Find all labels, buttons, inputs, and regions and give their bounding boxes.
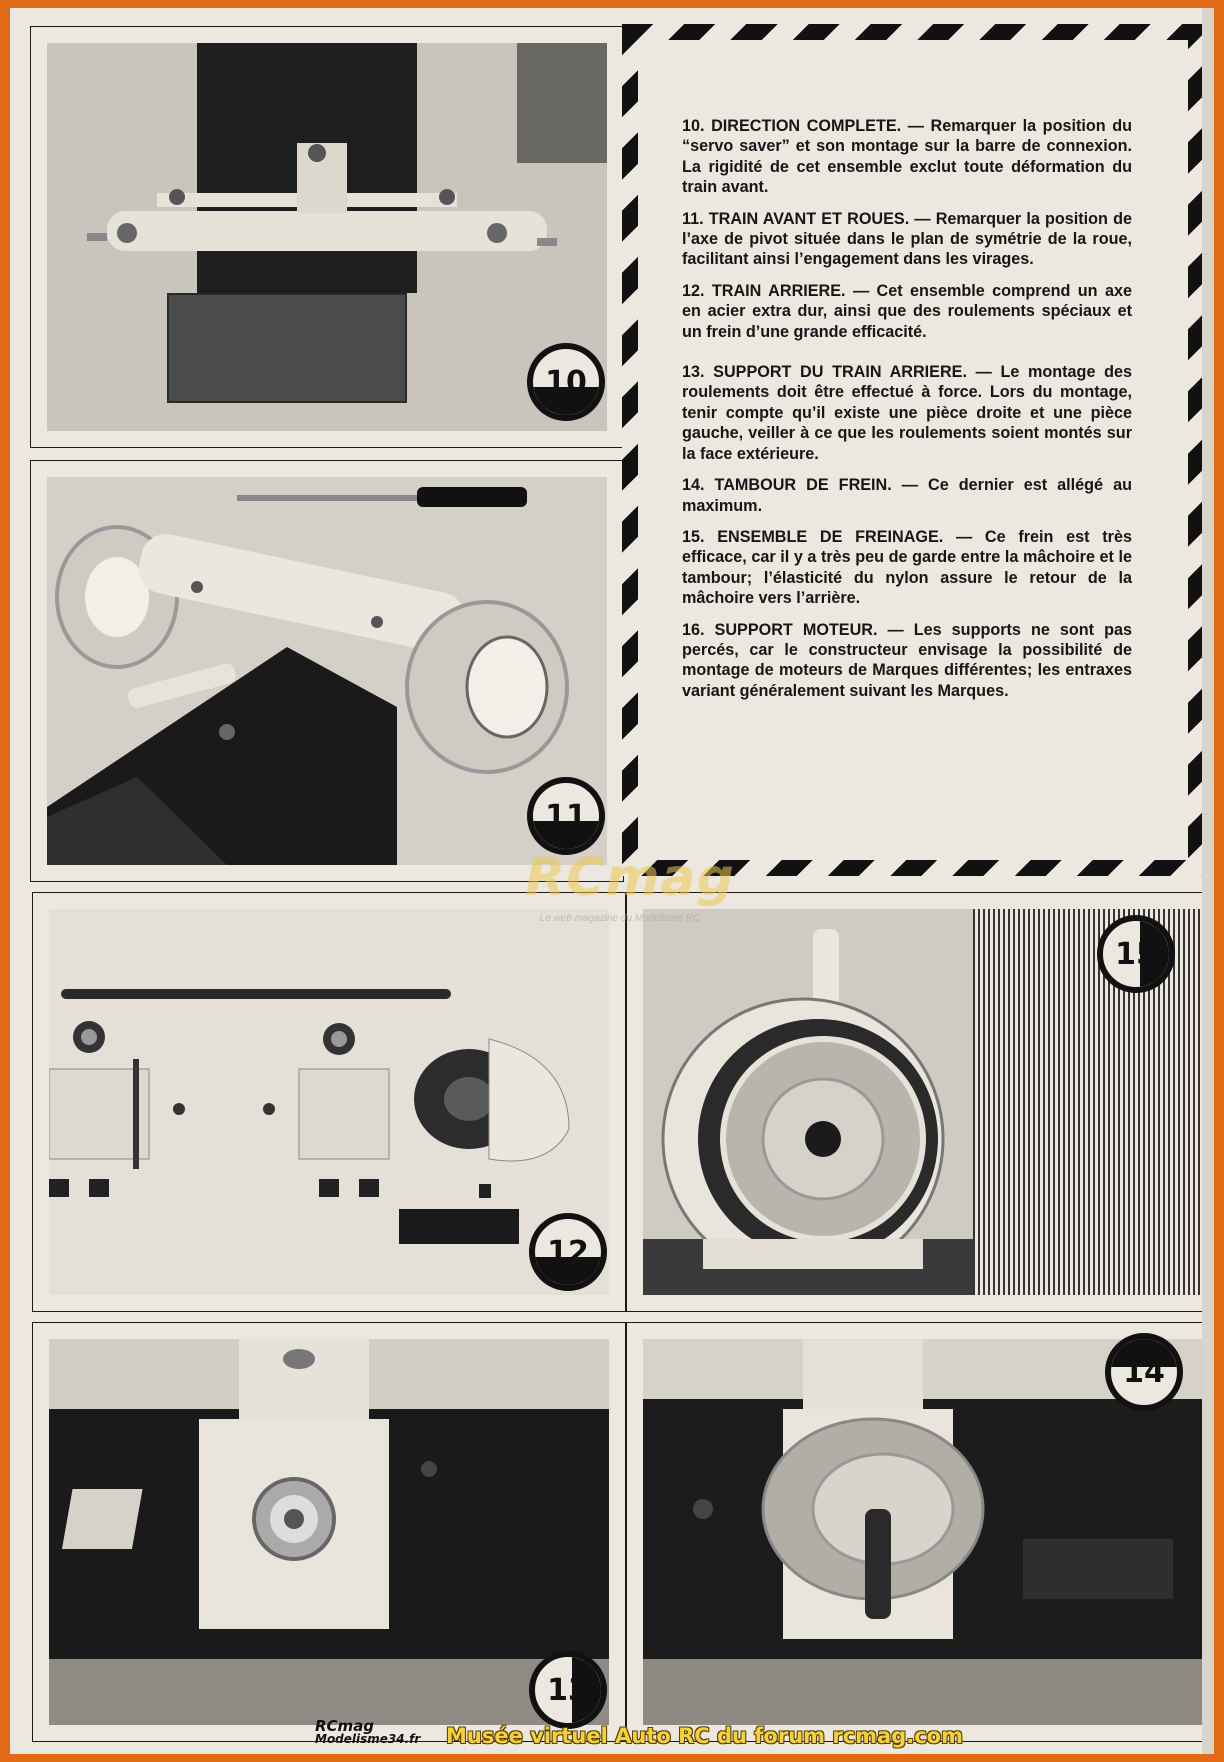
rcmag-watermark-subtitle: Le web magazine du Modélisme RC	[539, 913, 701, 924]
caption-10: 10. DIRECTION COMPLETE. — Remarquer la position du “servo saver” et son montage sur la barre de connexion. La rigidité de cet ensemble exclut toute déformation du train avant.	[682, 117, 1132, 197]
caption-text-box	[622, 24, 1204, 876]
caption-13: 13. SUPPORT DU TRAIN ARRIERE. — Le montage des roulements doit être effectué à force. Lors du montage, tenir compte qu’il existe une pièce droite et une pièce gauche, veiller à ce que les roulements soient montés sur la face extérieure.	[682, 363, 1132, 463]
magazine-page	[10, 8, 1214, 1754]
figure-12-panel	[32, 892, 626, 1312]
figure-15-panel	[626, 892, 1206, 1312]
caption-14: 14. TAMBOUR DE FREIN. — Ce dernier est allégé au maximum.	[682, 476, 1132, 515]
figure-11-panel	[30, 460, 624, 882]
figure-14-badge: 14	[1105, 1333, 1183, 1411]
figure-13-panel	[32, 1322, 626, 1742]
footer-logo-line1: RCmag	[315, 1717, 375, 1735]
caption-11: 11. TRAIN AVANT ET ROUES. — Remarquer la position de l’axe de pivot située dans le plan de symétrie de la roue, facilitant ainsi l’engagement dans les virages.	[682, 209, 1132, 269]
page-edge	[1202, 8, 1214, 1754]
caption-16: 16. SUPPORT MOTEUR. — Les supports ne sont pas percés, car le constructeur envisage la possibilité de montage de moteurs de Marques différentes; les entraxes variant généralement suivant les Marques.	[682, 620, 1132, 700]
figure-10-badge: 10	[527, 343, 605, 421]
figure-11-badge: 11	[527, 777, 605, 855]
rcmag-watermark: RCmag	[525, 848, 735, 908]
footer-logo-line2: Modelisme34.fr	[315, 1732, 421, 1746]
figure-10-panel	[30, 26, 624, 448]
caption-12: 12. TRAIN ARRIERE. — Cet ensemble comprend un axe en acier extra dur, ainsi que des roulements spéciaux et un frein d’une grande efficacité.	[682, 281, 1132, 341]
figure-12-photo	[49, 909, 609, 1295]
caption-15: 15. ENSEMBLE DE FREINAGE. — Ce frein est très efficace, car il y a très peu de garde entre la mâchoire et le tambour; l’élasticité du nylon assure le retour de la mâchoire vers l’arrière.	[682, 527, 1132, 608]
figure-13-photo	[49, 1339, 609, 1725]
figure-15-badge: 15	[1097, 915, 1175, 993]
footer-logo	[315, 1717, 421, 1746]
figure-13-badge: 13	[529, 1651, 607, 1729]
caption-text	[682, 116, 1132, 712]
figure-12-badge: 12	[529, 1213, 607, 1291]
footer-caption: Musée virtuel Auto RC du forum rcmag.com	[446, 1724, 963, 1748]
figure-14-panel	[626, 1322, 1206, 1742]
figure-11-photo	[47, 477, 607, 865]
figure-10-photo	[47, 43, 607, 431]
